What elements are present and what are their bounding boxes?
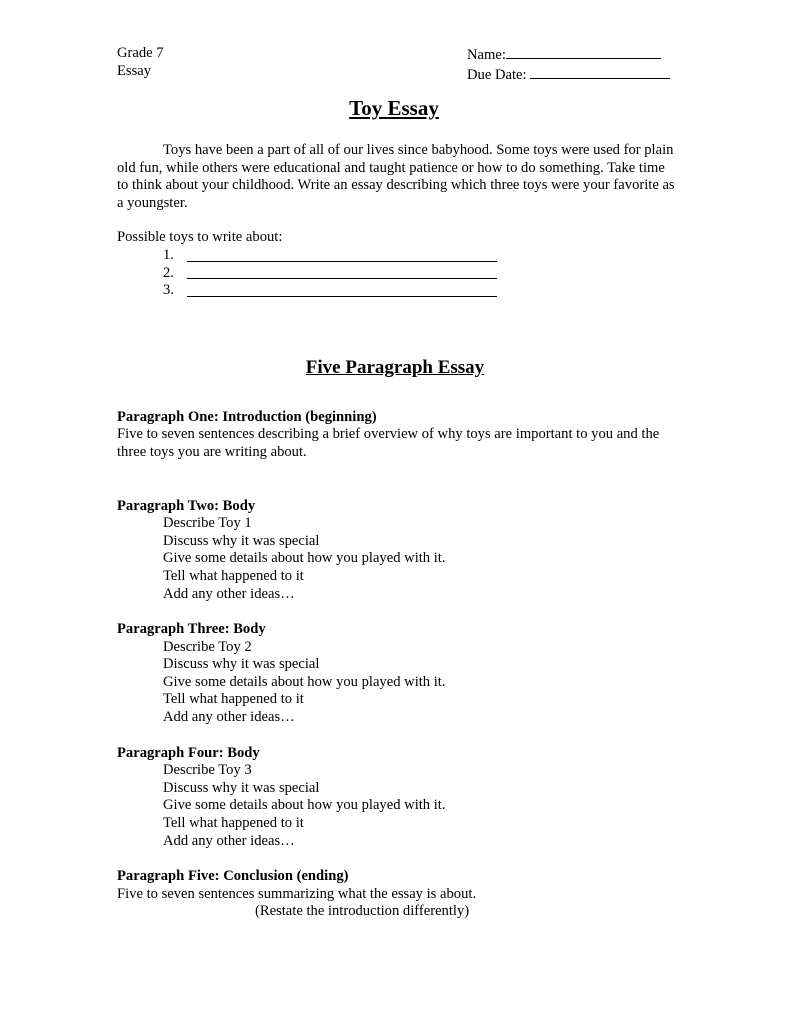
name-row [467, 45, 670, 65]
header-right [467, 45, 670, 84]
toy-field-1[interactable] [187, 249, 497, 262]
paragraph-five-text: Five to seven sentences summarizing what the essay is about. [117, 885, 477, 902]
toy-list-item [163, 247, 677, 265]
list-item: Discuss why it was special [163, 779, 320, 796]
list-item: Tell what happened to it [163, 691, 304, 708]
subject-label: Essay [117, 62, 152, 79]
grade-label: Grade 7 [117, 45, 164, 61]
paragraph-two-block [117, 498, 677, 604]
section-title: Five Paragraph Essay [305, 356, 485, 378]
paragraph-three-block [117, 621, 677, 727]
paragraph-two-items [117, 515, 677, 603]
paragraph-five-note: (Restate the introduction differently) [255, 903, 470, 920]
list-item: Discuss why it was special [163, 532, 320, 549]
name-field[interactable] [506, 45, 661, 59]
list-item: Describe Toy 2 [163, 638, 252, 655]
toy-list-item [163, 265, 677, 283]
paragraph-five-heading: Paragraph Five: Conclusion (ending) [117, 868, 349, 885]
list-item: Describe Toy 1 [163, 515, 252, 532]
name-label: Name: [467, 47, 506, 63]
due-date-label: Due Date: [467, 66, 531, 83]
list-item: Discuss why it was special [163, 656, 320, 673]
paragraph-one-block [117, 409, 677, 462]
list-item: Add any other ideas… [163, 832, 295, 849]
possible-toys-label: Possible toys to write about: [117, 229, 283, 246]
toy-field-3[interactable] [187, 284, 497, 297]
toy-number: 2. [163, 264, 174, 281]
list-item: Give some details about how you played with it. [163, 797, 446, 814]
toy-list-item [163, 282, 677, 300]
page-title: Toy Essay [349, 96, 439, 120]
paragraph-four-heading: Paragraph Four: Body [117, 744, 260, 761]
paragraph-one-text: Five to seven sentences describing a brief overview of why toys are important to you and the three toys you are writing about. [117, 426, 660, 460]
paragraph-four-items [117, 762, 677, 850]
list-item: Give some details about how you played with it. [163, 550, 446, 567]
paragraph-three-items [117, 639, 677, 727]
toy-number: 3. [163, 282, 174, 299]
list-item: Add any other ideas… [163, 709, 295, 726]
intro-paragraph: Toys have been a part of all of our lives since babyhood. Some toys were used for plain old fun, while others were educational and taught patience or how to do something. Take time to think about your childhood. Write an essay describing which three toys were your favorite as a youngster. [117, 142, 675, 211]
toy-field-2[interactable] [187, 266, 497, 279]
paragraph-five-block [117, 868, 677, 921]
list-item: Tell what happened to it [163, 815, 304, 832]
due-date-field[interactable] [530, 65, 670, 79]
list-item: Describe Toy 3 [163, 762, 252, 779]
paragraph-one-heading: Paragraph One: Introduction (beginning) [117, 408, 377, 425]
worksheet-page [117, 45, 677, 921]
toy-list [117, 247, 677, 300]
list-item: Add any other ideas… [163, 585, 295, 602]
due-date-row [467, 65, 670, 85]
paragraph-four-block [117, 745, 677, 851]
header-left [117, 45, 164, 80]
paragraph-three-heading: Paragraph Three: Body [117, 621, 266, 638]
list-item: Tell what happened to it [163, 567, 304, 584]
worksheet-header [117, 45, 677, 83]
list-item: Give some details about how you played with it. [163, 673, 446, 690]
paragraph-two-heading: Paragraph Two: Body [117, 497, 256, 514]
toy-number: 1. [163, 246, 174, 263]
